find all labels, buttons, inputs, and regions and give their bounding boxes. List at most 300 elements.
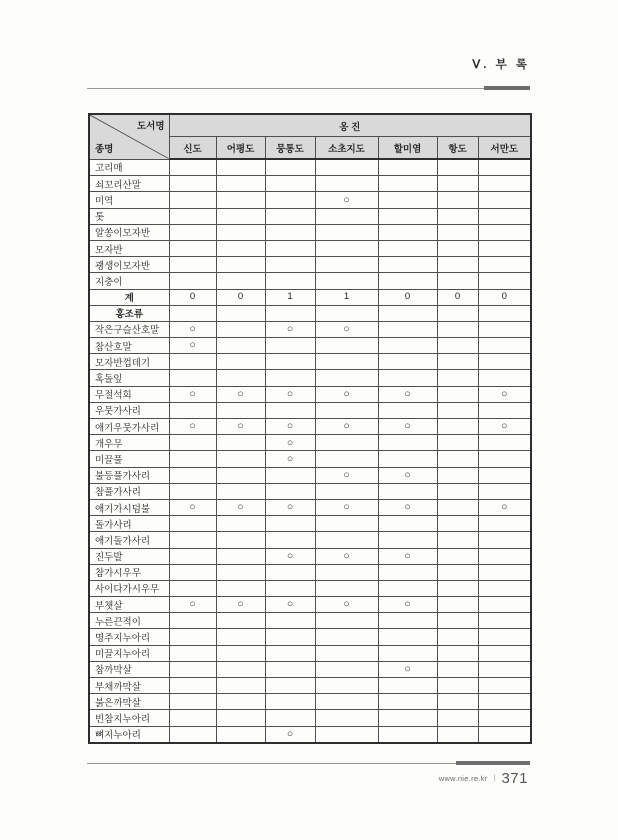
table-row xyxy=(89,694,531,710)
mark-cell xyxy=(378,321,437,337)
species-label: 고리매 xyxy=(89,159,169,176)
mark-cell xyxy=(437,597,478,613)
mark-cell xyxy=(216,321,265,337)
mark-cell xyxy=(169,548,216,564)
presence-mark-cell: ○ xyxy=(315,321,378,337)
mark-cell xyxy=(169,176,216,192)
presence-mark-cell: ○ xyxy=(378,597,437,613)
presence-mark-cell: ○ xyxy=(265,726,315,743)
mark-cell xyxy=(265,613,315,629)
mark-cell xyxy=(315,273,378,289)
mark-cell xyxy=(315,176,378,192)
mark-cell xyxy=(265,532,315,548)
presence-mark-cell: ○ xyxy=(169,597,216,613)
species-distribution-table xyxy=(88,113,532,744)
mark-cell xyxy=(265,661,315,677)
mark-cell xyxy=(169,402,216,418)
mark-cell xyxy=(265,176,315,192)
mark-cell xyxy=(216,467,265,483)
mark-cell xyxy=(315,483,378,499)
mark-cell xyxy=(478,532,531,548)
mark-cell xyxy=(478,451,531,467)
footer-separator: | xyxy=(493,775,496,782)
presence-mark-cell: ○ xyxy=(265,321,315,337)
species-label: 개우무 xyxy=(89,435,169,451)
mark-cell xyxy=(265,710,315,726)
footer-page-number: 371 xyxy=(501,770,528,787)
mark-cell: 0 xyxy=(216,289,265,305)
mark-cell xyxy=(216,564,265,580)
footer-url: www.nie.re.kr xyxy=(438,774,488,783)
mark-cell xyxy=(169,257,216,273)
mark-cell xyxy=(265,629,315,645)
mark-cell xyxy=(378,273,437,289)
mark-cell xyxy=(169,694,216,710)
mark-cell xyxy=(478,321,531,337)
presence-mark-cell: ○ xyxy=(478,386,531,402)
table-row xyxy=(89,678,531,694)
mark-cell xyxy=(265,338,315,354)
column-group-header: 옹 진 xyxy=(169,114,531,137)
mark-cell xyxy=(169,532,216,548)
species-label: 진두발 xyxy=(89,548,169,564)
mark-cell xyxy=(437,419,478,435)
mark-cell xyxy=(216,678,265,694)
mark-cell xyxy=(265,516,315,532)
mark-cell xyxy=(315,159,378,176)
mark-cell xyxy=(437,678,478,694)
table-row xyxy=(89,208,531,224)
mark-cell xyxy=(378,159,437,176)
mark-cell xyxy=(478,159,531,176)
mark-cell xyxy=(478,176,531,192)
mark-cell xyxy=(437,499,478,515)
mark-cell xyxy=(378,208,437,224)
table-row xyxy=(89,451,531,467)
column-header: 어평도 xyxy=(216,137,265,160)
mark-cell xyxy=(478,645,531,661)
table-row xyxy=(89,289,531,305)
species-label: 작은구슬산호말 xyxy=(89,321,169,337)
table-row xyxy=(89,192,531,208)
mark-cell xyxy=(169,224,216,240)
mark-cell xyxy=(478,726,531,743)
mark-cell xyxy=(437,159,478,176)
mark-cell xyxy=(378,516,437,532)
presence-mark-cell: ○ xyxy=(378,548,437,564)
mark-cell xyxy=(478,402,531,418)
mark-cell xyxy=(378,532,437,548)
mark-cell xyxy=(216,402,265,418)
table xyxy=(88,113,532,744)
presence-mark-cell: ○ xyxy=(315,467,378,483)
presence-mark-cell: ○ xyxy=(315,386,378,402)
mark-cell xyxy=(315,257,378,273)
mark-cell xyxy=(315,435,378,451)
table-row xyxy=(89,240,531,256)
mark-cell xyxy=(478,483,531,499)
mark-cell xyxy=(216,192,265,208)
species-label: 미끌풀 xyxy=(89,451,169,467)
mark-cell xyxy=(437,694,478,710)
mark-cell xyxy=(378,192,437,208)
mark-cell xyxy=(265,159,315,176)
mark-cell xyxy=(437,467,478,483)
mark-cell xyxy=(169,159,216,176)
mark-cell xyxy=(437,370,478,386)
mark-cell xyxy=(437,629,478,645)
species-label: 우뭇가사리 xyxy=(89,402,169,418)
mark-cell xyxy=(315,580,378,596)
mark-cell xyxy=(216,483,265,499)
presence-mark-cell: ○ xyxy=(265,499,315,515)
species-label: 미역 xyxy=(89,192,169,208)
mark-cell xyxy=(378,564,437,580)
mark-cell xyxy=(378,176,437,192)
mark-cell xyxy=(169,629,216,645)
table-row xyxy=(89,661,531,677)
column-header: 뭉통도 xyxy=(265,137,315,160)
mark-cell xyxy=(478,516,531,532)
mark-cell xyxy=(437,645,478,661)
species-label: 부채까막살 xyxy=(89,678,169,694)
mark-cell xyxy=(265,240,315,256)
mark-cell xyxy=(315,208,378,224)
mark-cell xyxy=(169,451,216,467)
mark-cell xyxy=(315,451,378,467)
table-row xyxy=(89,402,531,418)
mark-cell xyxy=(378,645,437,661)
presence-mark-cell: ○ xyxy=(378,661,437,677)
mark-cell xyxy=(169,354,216,370)
mark-cell xyxy=(315,402,378,418)
table-row xyxy=(89,483,531,499)
mark-cell xyxy=(315,710,378,726)
footer-rule-thick xyxy=(456,761,530,765)
mark-cell xyxy=(216,354,265,370)
table-row xyxy=(89,564,531,580)
mark-cell xyxy=(478,548,531,564)
mark-cell xyxy=(437,257,478,273)
mark-cell xyxy=(378,370,437,386)
mark-cell xyxy=(378,678,437,694)
mark-cell xyxy=(315,532,378,548)
header-rule-thin xyxy=(87,88,530,89)
mark-cell xyxy=(315,338,378,354)
mark-cell xyxy=(169,208,216,224)
mark-cell xyxy=(478,597,531,613)
mark-cell xyxy=(216,516,265,532)
mark-cell xyxy=(437,726,478,743)
mark-cell xyxy=(265,273,315,289)
mark-cell xyxy=(437,661,478,677)
table-row xyxy=(89,257,531,273)
mark-cell xyxy=(169,678,216,694)
column-header: 신도 xyxy=(169,137,216,160)
mark-cell xyxy=(437,580,478,596)
mark-cell xyxy=(437,176,478,192)
mark-cell xyxy=(265,192,315,208)
mark-cell xyxy=(265,483,315,499)
species-label: 돌가사리 xyxy=(89,516,169,532)
mark-cell xyxy=(265,402,315,418)
species-label: 빈참지누아리 xyxy=(89,710,169,726)
mark-cell xyxy=(437,240,478,256)
mark-cell xyxy=(216,710,265,726)
table-row xyxy=(89,467,531,483)
corner-label-species: 종명 xyxy=(95,143,114,155)
mark-cell xyxy=(437,516,478,532)
mark-cell xyxy=(265,564,315,580)
mark-cell xyxy=(265,354,315,370)
mark-cell xyxy=(478,629,531,645)
mark-cell xyxy=(478,467,531,483)
mark-cell xyxy=(378,726,437,743)
mark-cell xyxy=(216,273,265,289)
table-row xyxy=(89,532,531,548)
table-row xyxy=(89,548,531,564)
mark-cell xyxy=(437,224,478,240)
mark-cell xyxy=(265,580,315,596)
presence-mark-cell: ○ xyxy=(216,419,265,435)
table-row xyxy=(89,726,531,743)
mark-cell xyxy=(478,564,531,580)
mark-cell xyxy=(378,402,437,418)
mark-cell xyxy=(169,580,216,596)
mark-cell xyxy=(378,580,437,596)
mark-cell xyxy=(216,338,265,354)
mark-cell xyxy=(216,726,265,743)
table-row xyxy=(89,419,531,435)
mark-cell xyxy=(265,645,315,661)
mark-cell xyxy=(437,273,478,289)
mark-cell xyxy=(478,435,531,451)
mark-cell xyxy=(265,370,315,386)
mark-cell xyxy=(169,613,216,629)
mark-cell xyxy=(378,435,437,451)
mark-cell xyxy=(437,564,478,580)
presence-mark-cell: ○ xyxy=(378,499,437,515)
mark-cell xyxy=(216,208,265,224)
mark-cell xyxy=(478,208,531,224)
presence-mark-cell: ○ xyxy=(478,499,531,515)
mark-cell xyxy=(378,338,437,354)
table-row xyxy=(89,386,531,402)
presence-mark-cell: ○ xyxy=(315,419,378,435)
table-row xyxy=(89,321,531,337)
mark-cell xyxy=(265,208,315,224)
mark-cell xyxy=(216,435,265,451)
mark-cell xyxy=(265,694,315,710)
species-label: 미끌지누아리 xyxy=(89,645,169,661)
table-row xyxy=(89,176,531,192)
mark-cell xyxy=(315,678,378,694)
presence-mark-cell: ○ xyxy=(265,386,315,402)
mark-cell xyxy=(169,192,216,208)
mark-cell xyxy=(315,694,378,710)
mark-cell xyxy=(169,240,216,256)
mark-cell xyxy=(169,661,216,677)
mark-cell xyxy=(437,451,478,467)
mark-cell xyxy=(169,273,216,289)
presence-mark-cell: ○ xyxy=(216,386,265,402)
mark-cell xyxy=(315,354,378,370)
presence-mark-cell: ○ xyxy=(169,338,216,354)
mark-cell xyxy=(478,192,531,208)
mark-cell xyxy=(437,710,478,726)
table-row xyxy=(89,273,531,289)
mark-cell xyxy=(216,548,265,564)
mark-cell xyxy=(216,257,265,273)
table-row xyxy=(89,370,531,386)
species-label: 사이다가시우무 xyxy=(89,580,169,596)
mark-cell xyxy=(216,645,265,661)
mark-cell xyxy=(265,305,315,321)
mark-cell xyxy=(169,435,216,451)
mark-cell xyxy=(169,645,216,661)
table-row xyxy=(89,159,531,176)
mark-cell xyxy=(478,257,531,273)
mark-cell xyxy=(169,370,216,386)
corner-label-island: 도서명 xyxy=(136,121,165,132)
mark-cell xyxy=(315,224,378,240)
species-label: 알쏭이모자반 xyxy=(89,224,169,240)
mark-cell xyxy=(315,370,378,386)
presence-mark-cell: ○ xyxy=(216,499,265,515)
presence-mark-cell: ○ xyxy=(315,192,378,208)
header-rule-thick xyxy=(484,86,530,90)
mark-cell xyxy=(216,532,265,548)
mark-cell xyxy=(169,564,216,580)
presence-mark-cell: ○ xyxy=(265,451,315,467)
presence-mark-cell: ○ xyxy=(265,419,315,435)
species-label: 모자반껍데기 xyxy=(89,354,169,370)
mark-cell xyxy=(478,613,531,629)
mark-cell xyxy=(437,208,478,224)
mark-cell: 0 xyxy=(437,289,478,305)
species-label: 명주지누아리 xyxy=(89,629,169,645)
presence-mark-cell: ○ xyxy=(169,499,216,515)
table-row xyxy=(89,499,531,515)
mark-cell xyxy=(378,613,437,629)
mark-cell xyxy=(216,305,265,321)
mark-cell xyxy=(315,645,378,661)
presence-mark-cell: ○ xyxy=(265,435,315,451)
mark-cell xyxy=(378,240,437,256)
species-label: 참까막살 xyxy=(89,661,169,677)
mark-cell xyxy=(216,240,265,256)
mark-cell xyxy=(265,257,315,273)
mark-cell xyxy=(437,435,478,451)
mark-cell xyxy=(478,580,531,596)
mark-cell xyxy=(378,257,437,273)
mark-cell xyxy=(437,483,478,499)
mark-cell xyxy=(169,305,216,321)
presence-mark-cell: ○ xyxy=(315,597,378,613)
mark-cell xyxy=(437,548,478,564)
mark-cell xyxy=(378,710,437,726)
mark-cell xyxy=(216,613,265,629)
mark-cell xyxy=(478,305,531,321)
mark-cell xyxy=(478,370,531,386)
mark-cell xyxy=(216,694,265,710)
mark-cell: 0 xyxy=(169,289,216,305)
mark-cell: 1 xyxy=(315,289,378,305)
mark-cell xyxy=(437,338,478,354)
mark-cell xyxy=(378,483,437,499)
mark-cell xyxy=(437,532,478,548)
presence-mark-cell: ○ xyxy=(265,548,315,564)
species-label: 뼈지누아리 xyxy=(89,726,169,743)
column-header: 항도 xyxy=(437,137,478,160)
species-label: 애기돌가사리 xyxy=(89,532,169,548)
presence-mark-cell: ○ xyxy=(265,597,315,613)
species-label: 참산호말 xyxy=(89,338,169,354)
mark-cell xyxy=(378,224,437,240)
table-row xyxy=(89,597,531,613)
mark-cell: 1 xyxy=(265,289,315,305)
mark-cell xyxy=(216,224,265,240)
species-label: 붉은까막살 xyxy=(89,694,169,710)
mark-cell xyxy=(437,321,478,337)
species-label: 무절석회 xyxy=(89,386,169,402)
mark-cell xyxy=(216,580,265,596)
species-label: 톳 xyxy=(89,208,169,224)
presence-mark-cell: ○ xyxy=(315,548,378,564)
table-row xyxy=(89,338,531,354)
mark-cell xyxy=(265,467,315,483)
mark-cell xyxy=(478,694,531,710)
species-label: 모자반 xyxy=(89,240,169,256)
species-label: 애기가시덤불 xyxy=(89,499,169,515)
mark-cell xyxy=(478,710,531,726)
mark-cell xyxy=(169,726,216,743)
species-label: 부챗살 xyxy=(89,597,169,613)
table-row xyxy=(89,224,531,240)
mark-cell xyxy=(478,273,531,289)
mark-cell: 0 xyxy=(478,289,531,305)
presence-mark-cell: ○ xyxy=(169,386,216,402)
table-row xyxy=(89,354,531,370)
mark-cell xyxy=(265,224,315,240)
mark-cell xyxy=(378,354,437,370)
table-row xyxy=(89,710,531,726)
mark-cell xyxy=(478,224,531,240)
species-label: 괭생이모자반 xyxy=(89,257,169,273)
mark-cell xyxy=(315,305,378,321)
presence-mark-cell: ○ xyxy=(378,419,437,435)
mark-cell xyxy=(378,305,437,321)
mark-cell xyxy=(478,354,531,370)
mark-cell xyxy=(315,726,378,743)
mark-cell xyxy=(315,661,378,677)
mark-cell xyxy=(478,338,531,354)
species-label: 참가시우무 xyxy=(89,564,169,580)
species-label: 쇠꼬리산말 xyxy=(89,176,169,192)
mark-cell xyxy=(169,516,216,532)
mark-cell xyxy=(216,370,265,386)
column-header: 서만도 xyxy=(478,137,531,160)
mark-cell xyxy=(315,613,378,629)
mark-cell xyxy=(437,386,478,402)
mark-cell xyxy=(216,159,265,176)
presence-mark-cell: ○ xyxy=(315,499,378,515)
mark-cell xyxy=(169,467,216,483)
mark-cell xyxy=(216,176,265,192)
footer xyxy=(439,770,528,787)
presence-mark-cell: ○ xyxy=(378,467,437,483)
corner-cell xyxy=(89,114,169,159)
